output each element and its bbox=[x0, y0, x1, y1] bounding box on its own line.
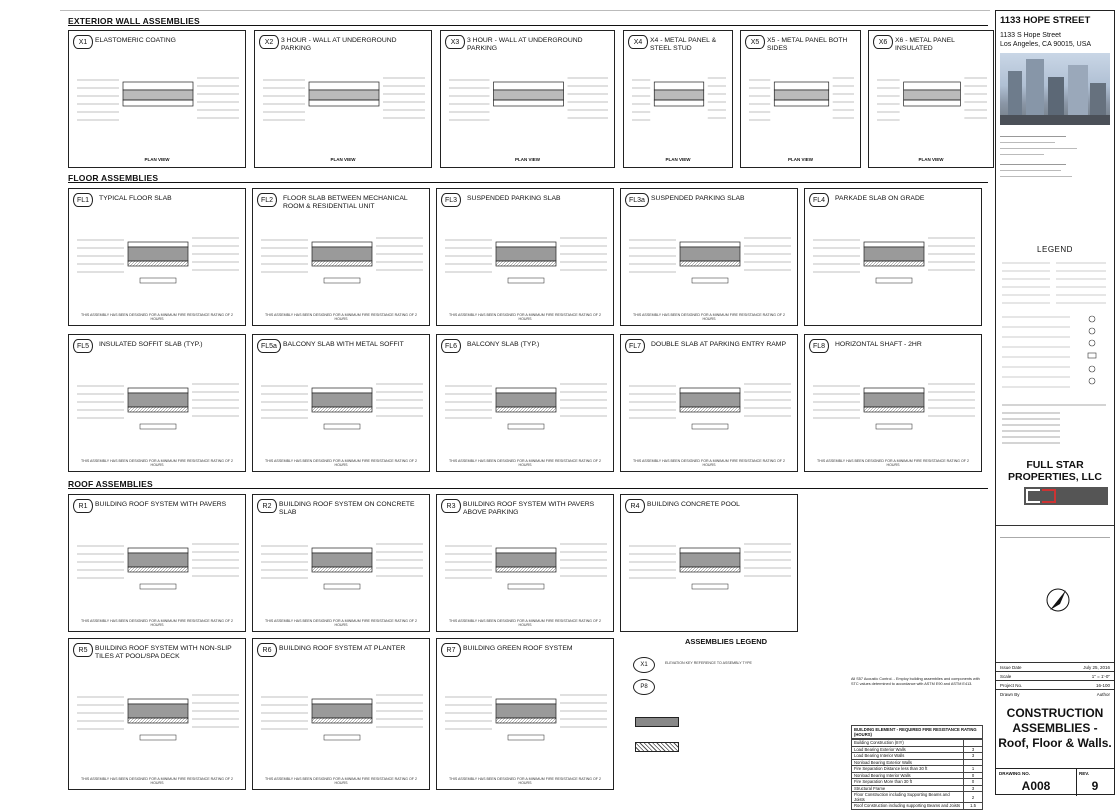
assembly-panel-fl8 bbox=[804, 334, 982, 472]
drawn-by-value: Author bbox=[1096, 692, 1110, 697]
view-label: PLAN VIEW bbox=[514, 157, 540, 162]
assembly-title: TYPICAL FLOOR SLAB bbox=[99, 195, 172, 202]
scale-value: 1" = 1'-0" bbox=[1091, 674, 1110, 679]
assembly-section-drawing bbox=[69, 189, 245, 325]
fire-rating-note: THIS ASSEMBLY HAS BEEN DESIGNED FOR A MINIMUM FIRE RESISTANCE RATING OF 2 HOURS bbox=[449, 459, 601, 467]
assembly-section-drawing bbox=[69, 495, 245, 631]
assembly-section-drawing bbox=[69, 639, 245, 789]
fire-rating-note: THIS ASSEMBLY HAS BEEN DESIGNED FOR A MINIMUM FIRE RESISTANCE RATING OF 2 HOURS bbox=[265, 777, 417, 785]
north-arrow-icon bbox=[1046, 586, 1066, 612]
section-title-floor: FLOOR ASSEMBLIES bbox=[68, 173, 159, 183]
legend-sample-tag: X1 bbox=[633, 657, 655, 673]
assembly-tag: X3 bbox=[445, 35, 465, 49]
assembly-panel-fl1 bbox=[68, 188, 246, 326]
assembly-title: HORIZONTAL SHAFT - 2HR bbox=[835, 341, 922, 348]
assembly-panel-r2 bbox=[252, 494, 430, 632]
fire-rating-note: THIS ASSEMBLY HAS BEEN DESIGNED FOR A MINIMUM FIRE RESISTANCE RATING OF 2 HOURS bbox=[81, 459, 233, 467]
fire-rating-note: THIS ASSEMBLY HAS BEEN DESIGNED FOR A MINIMUM FIRE RESISTANCE RATING OF 2 HOURS bbox=[265, 619, 417, 627]
legend-swatch-cmu bbox=[635, 742, 679, 752]
assembly-tag: R2 bbox=[257, 499, 277, 513]
fire-table-hours: 0 bbox=[964, 779, 983, 786]
assembly-section-drawing bbox=[253, 639, 429, 789]
assembly-tag: R5 bbox=[73, 643, 93, 657]
assemblies-legend-title: ASSEMBLIES LEGEND bbox=[685, 637, 768, 646]
assembly-section-drawing bbox=[437, 639, 613, 789]
fire-table-element: Structural Frame bbox=[852, 785, 964, 792]
assembly-tag: R7 bbox=[441, 643, 461, 657]
fire-table-hours: 2 bbox=[964, 792, 983, 803]
assembly-title: BUILDING CONCRETE POOL bbox=[647, 501, 740, 508]
assembly-tag: FL3 bbox=[441, 193, 461, 207]
assembly-panel-x2 bbox=[254, 30, 432, 168]
assembly-panel-fl6 bbox=[436, 334, 614, 472]
fire-rating-note: THIS ASSEMBLY HAS BEEN DESIGNED FOR A MINIMUM FIRE RESISTANCE RATING OF 2 HOURS bbox=[449, 619, 601, 627]
assembly-panel-x4 bbox=[623, 30, 733, 168]
assembly-tag: R4 bbox=[625, 499, 645, 513]
fire-table-element: Floor Construction including Supporting Beams and Joists bbox=[852, 792, 964, 803]
assembly-title: SUSPENDED PARKING SLAB bbox=[467, 195, 561, 202]
section-rule bbox=[68, 25, 988, 26]
assembly-title: 3 HOUR - WALL AT UNDERGROUND PARKING bbox=[467, 37, 583, 52]
assembly-title: BUILDING ROOF SYSTEM AT PLANTER bbox=[279, 645, 406, 652]
view-label: PLAN VIEW bbox=[787, 157, 813, 162]
title-block bbox=[995, 10, 1115, 795]
assembly-title: PARKADE SLAB ON GRADE bbox=[835, 195, 925, 202]
assembly-panel-x6 bbox=[868, 30, 994, 168]
assembly-tag: R6 bbox=[257, 643, 277, 657]
assembly-title: BUILDING ROOF SYSTEM WITH PAVERS bbox=[95, 501, 227, 508]
fire-table-hours: 0 bbox=[964, 772, 983, 779]
project-no-label: Project No. bbox=[1000, 683, 1023, 688]
assembly-panel-fl3a bbox=[620, 188, 798, 326]
assembly-tag: X4 bbox=[628, 35, 648, 49]
assembly-tag: X1 bbox=[73, 35, 93, 49]
owner-name: FULL STAR PROPERTIES, LLC bbox=[1008, 459, 1102, 483]
fire-rating-note: THIS ASSEMBLY HAS BEEN DESIGNED FOR A MINIMUM FIRE RESISTANCE RATING OF 2 HOURS bbox=[265, 313, 417, 321]
assembly-panel-r7 bbox=[436, 638, 614, 790]
assembly-title: BALCONY SLAB WITH METAL SOFFIT bbox=[283, 341, 404, 348]
assembly-tag: FL1 bbox=[73, 193, 93, 207]
assembly-tag: FL2 bbox=[257, 193, 277, 207]
fire-rating-note: THIS ASSEMBLY HAS BEEN DESIGNED FOR A MINIMUM FIRE RESISTANCE RATING OF 2 HOURS bbox=[633, 313, 785, 321]
view-label: PLAN VIEW bbox=[665, 157, 691, 162]
assembly-tag: R1 bbox=[73, 499, 93, 513]
fire-table-element: Nonload Bearing Exterior Walls bbox=[852, 759, 964, 766]
assembly-title: 3 HOUR - WALL AT UNDERGROUND PARKING bbox=[281, 37, 397, 52]
fire-rating-note: THIS ASSEMBLY HAS BEEN DESIGNED FOR A MINIMUM FIRE RESISTANCE RATING OF 2 HOURS bbox=[265, 459, 417, 467]
issue-date-label: Issue Date bbox=[1000, 665, 1022, 670]
assembly-panel-fl5a bbox=[252, 334, 430, 472]
fire-table-element: Fire Separation More than 30 ft bbox=[852, 779, 964, 786]
fire-table-element: Fire Separation Distance less than 30 ft bbox=[852, 766, 964, 773]
fire-table-element: Roof Construction including supporting Beams and Joists bbox=[852, 803, 964, 810]
drawing-no-value: A008 bbox=[1021, 779, 1051, 793]
assembly-tag: X2 bbox=[259, 35, 279, 49]
assembly-panel-x3 bbox=[440, 30, 615, 168]
assembly-title: SUSPENDED PARKING SLAB bbox=[651, 195, 745, 202]
fire-table-element: Building Construction (IIIY) bbox=[852, 740, 964, 747]
issue-date-value: July 25, 2016 bbox=[1083, 665, 1110, 670]
assembly-tag: FL3a bbox=[625, 193, 649, 207]
assembly-title: DOUBLE SLAB AT PARKING ENTRY RAMP bbox=[651, 341, 786, 348]
architect-logo bbox=[1024, 487, 1108, 505]
assembly-title: BALCONY SLAB (TYP.) bbox=[467, 341, 540, 348]
assembly-title: BUILDING GREEN ROOF SYSTEM bbox=[463, 645, 573, 652]
project-name: 1133 HOPE STREET bbox=[1000, 15, 1091, 26]
drawn-by-label: Drawn By bbox=[1000, 692, 1020, 697]
assembly-panel-fl3 bbox=[436, 188, 614, 326]
scale-label: Scale bbox=[1000, 674, 1012, 679]
project-no-value: 16-100 bbox=[1095, 683, 1110, 688]
drawing-no-label: DRAWING NO. bbox=[999, 771, 1030, 776]
assembly-section-drawing bbox=[805, 189, 981, 325]
address-line-2: Los Angeles, CA 90015, USA bbox=[1000, 41, 1092, 48]
view-label: PLAN VIEW bbox=[330, 157, 356, 162]
fire-table-hours: 1.5 bbox=[964, 803, 983, 810]
revision-row bbox=[1000, 535, 1110, 538]
fire-table-element: Load Bearing Exterior Walls bbox=[852, 746, 964, 753]
fire-table-header: BUILDING ELEMENT - REQUIRED FIRE RESISTANCE RATING (HOURS) bbox=[851, 725, 983, 739]
assembly-title: X6 - METAL PANEL INSULATED bbox=[895, 37, 955, 52]
assembly-section-drawing bbox=[253, 335, 429, 471]
view-label: PLAN VIEW bbox=[144, 157, 170, 162]
acoustic-note: All S57 Acoustic Control. - Employ building assemblies and components with STC values determined to accordance with ASTM E90 and ASTM E413. bbox=[851, 677, 980, 686]
fire-table-hours: 3 bbox=[964, 785, 983, 792]
assembly-tag: FL8 bbox=[809, 339, 829, 353]
fire-rating-note: THIS ASSEMBLY HAS BEEN DESIGNED FOR A MINIMUM FIRE RESISTANCE RATING OF 2 HOURS bbox=[81, 313, 233, 321]
assembly-panel-fl5 bbox=[68, 334, 246, 472]
assembly-section-drawing bbox=[805, 335, 981, 471]
assembly-tag: FL4 bbox=[809, 193, 829, 207]
assembly-title: BUILDING ROOF SYSTEM ON CONCRETE SLAB bbox=[279, 501, 415, 516]
assembly-panel-r1 bbox=[68, 494, 246, 632]
assembly-tag: X5 bbox=[745, 35, 765, 49]
assembly-title: BUILDING ROOF SYSTEM WITH PAVERS ABOVE PARKING bbox=[463, 501, 595, 516]
assembly-tag: FL7 bbox=[625, 339, 645, 353]
fire-rating-note: THIS ASSEMBLY HAS BEEN DESIGNED FOR A MINIMUM FIRE RESISTANCE RATING OF 2 HOURS bbox=[81, 619, 233, 627]
assembly-section-drawing bbox=[437, 335, 613, 471]
fire-resistance-table bbox=[851, 725, 983, 810]
address-line-1: 1133 S Hope Street bbox=[1000, 32, 1061, 39]
assemblies-legend bbox=[615, 637, 985, 809]
project-rendering-image bbox=[1000, 53, 1110, 125]
fire-table-row bbox=[852, 803, 983, 810]
legend-sample-text: ELEVATION KEY REFERENCE TO ASSEMBLY TYPE bbox=[665, 661, 752, 665]
assembly-title: BUILDING ROOF SYSTEM WITH NON-SLIP TILES AT POOL/SPA DECK bbox=[95, 645, 232, 660]
fire-table-hours: 1 bbox=[964, 766, 983, 773]
section-rule bbox=[68, 488, 988, 489]
assembly-section-drawing bbox=[621, 495, 797, 631]
revision-header bbox=[996, 525, 1114, 532]
sheet-title: CONSTRUCTION ASSEMBLIES - Roof, Floor & Walls. bbox=[998, 706, 1112, 750]
assembly-tag: R3 bbox=[441, 499, 461, 513]
fire-table-hours: 3 bbox=[964, 746, 983, 753]
assembly-tag: FL6 bbox=[441, 339, 461, 353]
rev-value: 9 bbox=[1091, 779, 1099, 793]
fire-table-hours: 3 bbox=[964, 753, 983, 760]
assembly-panel-r3 bbox=[436, 494, 614, 632]
assembly-section-drawing bbox=[621, 189, 797, 325]
assembly-panel-fl4 bbox=[804, 188, 982, 326]
legend-title: LEGEND bbox=[1037, 245, 1073, 254]
assembly-panel-x1 bbox=[68, 30, 246, 168]
revision-number-box bbox=[1076, 768, 1114, 796]
assembly-title: FLOOR SLAB BETWEEN MECHANICAL ROOM & RESIDENTIAL UNIT bbox=[283, 195, 408, 210]
section-title-roof: ROOF ASSEMBLIES bbox=[68, 479, 153, 489]
section-rule bbox=[68, 182, 988, 183]
legend-sample-tag: P8 bbox=[633, 679, 655, 695]
fire-rating-note: THIS ASSEMBLY HAS BEEN DESIGNED FOR A MINIMUM FIRE RESISTANCE RATING OF 2 HOURS bbox=[449, 313, 601, 321]
project-address bbox=[1000, 31, 1091, 49]
fire-table-element: Load Bearing Interior Walls bbox=[852, 753, 964, 760]
fire-rating-note: THIS ASSEMBLY HAS BEEN DESIGNED FOR A MINIMUM FIRE RESISTANCE RATING OF 2 HOURS bbox=[817, 459, 969, 467]
assembly-title: INSULATED SOFFIT SLAB (TYP.) bbox=[99, 341, 203, 348]
assembly-panel-fl2 bbox=[252, 188, 430, 326]
assembly-title: ELASTOMERIC COATING bbox=[95, 37, 176, 44]
drawing-sheet bbox=[60, 10, 990, 809]
rev-label: REV. bbox=[1079, 771, 1090, 776]
symbol-legend bbox=[1000, 257, 1110, 449]
assembly-title: X5 - METAL PANEL BOTH SIDES bbox=[767, 37, 848, 52]
fire-table-row bbox=[852, 792, 983, 803]
assembly-section-drawing bbox=[437, 189, 613, 325]
assembly-section-drawing bbox=[69, 31, 245, 167]
assembly-panel-r4 bbox=[620, 494, 798, 632]
consultant-info-block bbox=[1000, 133, 1110, 179]
assembly-panel-fl7 bbox=[620, 334, 798, 472]
assembly-tag: FL5 bbox=[73, 339, 93, 353]
assembly-title: X4 - METAL PANEL & STEEL STUD bbox=[650, 37, 717, 52]
assembly-tag: FL5a bbox=[257, 339, 281, 353]
fire-rating-note: THIS ASSEMBLY HAS BEEN DESIGNED FOR A MINIMUM FIRE RESISTANCE RATING OF 2 HOURS bbox=[449, 777, 601, 785]
fire-rating-note: THIS ASSEMBLY HAS BEEN DESIGNED FOR A MINIMUM FIRE RESISTANCE RATING OF 2 HOURS bbox=[633, 459, 785, 467]
legend-swatch-concrete bbox=[635, 717, 679, 727]
fire-rating-note: THIS ASSEMBLY HAS BEEN DESIGNED FOR A MINIMUM FIRE RESISTANCE RATING OF 2 HOURS bbox=[81, 777, 233, 785]
view-label: PLAN VIEW bbox=[918, 157, 944, 162]
section-title-exterior: EXTERIOR WALL ASSEMBLIES bbox=[68, 16, 200, 26]
assembly-panel-r6 bbox=[252, 638, 430, 790]
assembly-panel-r5 bbox=[68, 638, 246, 790]
assembly-tag: X6 bbox=[873, 35, 893, 49]
assembly-section-drawing bbox=[69, 335, 245, 471]
drawn-by-row bbox=[996, 689, 1114, 699]
drawing-number-box bbox=[996, 768, 1077, 796]
fire-table-element: Nonload Bearing Interior Walls bbox=[852, 772, 964, 779]
assembly-panel-x5 bbox=[740, 30, 861, 168]
assembly-section-drawing bbox=[621, 335, 797, 471]
